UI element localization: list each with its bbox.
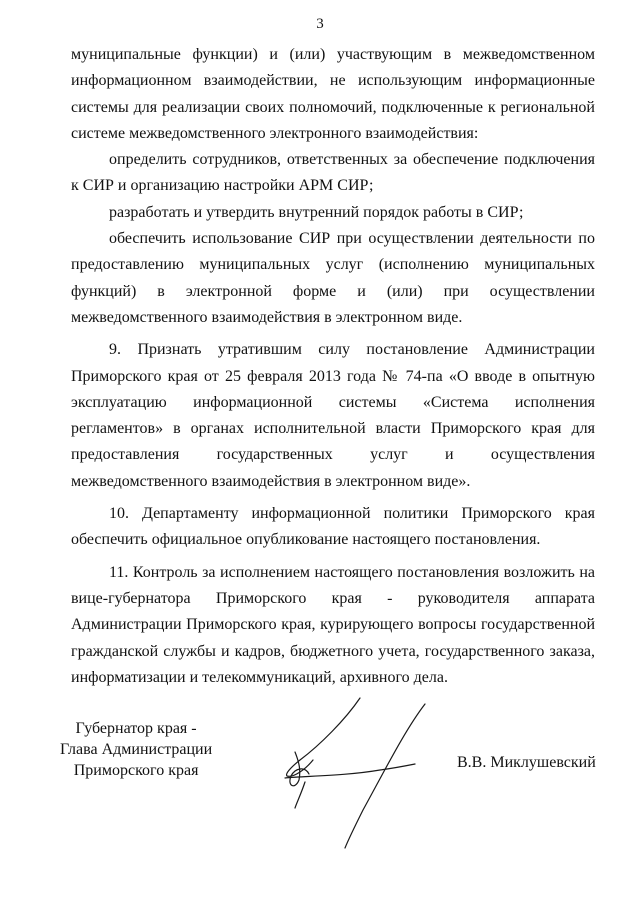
signatory-title [60, 718, 212, 781]
signer-name: В.В. Миклушевский [457, 754, 596, 771]
signatory-title-line: Приморского края [73, 762, 199, 779]
document-body [71, 42, 595, 691]
paragraph-continuation: муниципальные функции) и (или) участвующим в межведомственном информационном взаимодействии, не использующим информационные системы для реализации своих полномочий, подключенные к региональной системе межведомственного электронного взаимодействия: [71, 46, 595, 142]
paragraph-item-10: 10. Департаменту информационной политики Приморского края обеспечить официальное опубликование настоящего постановления. [71, 505, 595, 549]
page-number: 3 [316, 16, 324, 32]
paragraph-item-11: 11. Контроль за исполнением настоящего постановления возложить на вице-губернатора Приморского края - руководителя аппарата Администрации Приморского края, курирующего вопросы государственной гражданской службы и кадров, бюджетного учета, государственного заказа, информатизации и телекоммуникаций, архивного дела. [71, 563, 595, 686]
paragraph-list-item: определить сотрудников, ответственных за обеспечение подключения к СИР и организацию настройки АРМ СИР; [71, 151, 595, 195]
paragraph-item-9: 9. Признать утратившим силу постановление Администрации Приморского края от 25 февраля 2013 года № 74-па «О вводе в опытную эксплуатацию информационной системы «Система исполнения регламентов» в органах исполнительной власти Приморского края для предоставления государственных услуг и осуществления межведомственного взаимодействия в электронном виде». [71, 341, 595, 490]
signatory-title-line: Глава Администрации [60, 741, 213, 758]
signatory-title-line: Губернатор края - [75, 720, 197, 737]
paragraph-list-item: разработать и утвердить внутренний порядок работы в СИР; [109, 203, 524, 221]
paragraph-list-item: обеспечить использование СИР при осуществлении деятельности по предоставлению муниципальных услуг (исполнению муниципальных функций) в электронной форме и (или) при осуществлении межведомственного взаимодействия в электронном виде. [71, 230, 595, 326]
handwritten-signature [265, 690, 445, 850]
